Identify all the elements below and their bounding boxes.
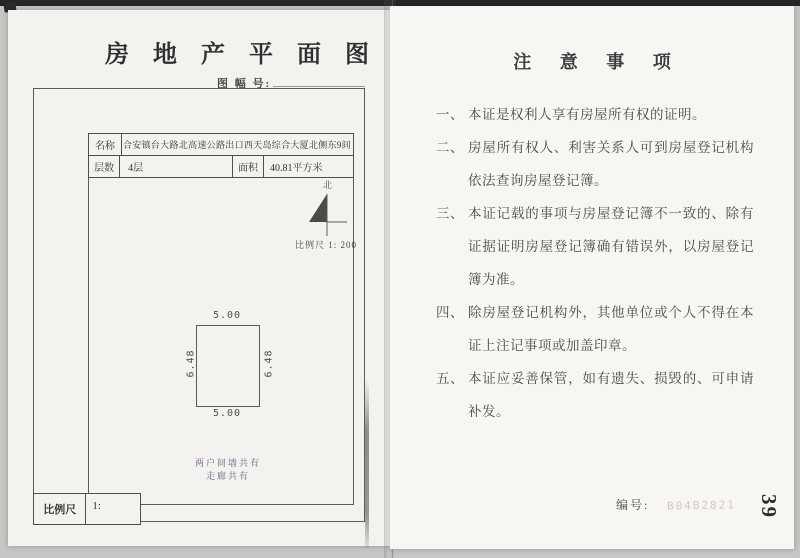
shared-wall-note [158,457,298,483]
list-item [436,296,754,362]
dimension-bottom: 5.00 [212,408,242,419]
scale-row [33,493,141,525]
page-edge-shadow [365,380,369,548]
notes-page [390,6,794,549]
north-arrow-icon [301,188,353,240]
item-text: 本证记载的事项与房屋登记簿不一致的、除有证据证明房屋登记簿确有错误外，以房屋登记簿为准。 [468,206,754,287]
item-number: 三、 [436,206,464,221]
list-item [436,131,754,197]
name-value-cell: 合安镇台大路北高速公路出口西天岛综合大厦北侧东9间 [122,140,351,150]
notes-title: 注 意 事 项 [513,52,683,72]
item-number: 一、 [436,107,464,122]
name-label-cell: 名称 [89,134,122,155]
serial-number-stamp: B04B2821 [667,498,737,513]
scale-label-cell: 比例尺 [34,494,86,524]
dimension-top: 5.00 [212,310,242,321]
compass [295,180,358,250]
serial-number-label: 编号: [616,498,650,512]
item-text: 本证应妥善保管，如有遗失、损毁的、可申请补发。 [468,371,754,419]
area-value-cell: 40.81平方米 [270,163,323,174]
item-number: 四、 [436,305,464,320]
list-item [436,197,754,296]
shared-wall-note-line2: 走廊共有 [205,471,250,481]
sheet-number-blank-line [273,74,365,87]
item-number: 五、 [436,371,464,386]
property-info-table [88,133,354,178]
floors-label-cell: 层数 [89,156,120,177]
scale-value-cell: 1: [92,500,101,512]
compass-scale-text: 比例尺 1: 200 [295,240,358,250]
dimension-right: 6.48 [263,349,275,378]
item-text: 除房屋登记机构外，其他单位或个人不得在本证上注记事项或加盖印章。 [468,305,754,353]
north-label: 北 [323,180,333,190]
item-text: 本证是权利人享有房屋所有权的证明。 [468,107,706,122]
house-outline [196,325,260,407]
floor-plan-title: 房 地 产 平 面 图 [105,42,378,68]
floor-plan-page [8,10,390,546]
area-label-cell: 面积 [233,156,264,177]
item-text: 房屋所有权人、利害关系人可到房屋登记机构依法查询房屋登记簿。 [468,140,754,188]
page-number: 39 [757,494,781,519]
table-row [89,155,353,177]
shared-wall-note-line1: 两户间墙共有 [194,458,261,468]
list-item [436,98,754,131]
sheet-number-label: 图 幅 号: [217,78,272,90]
list-item [436,362,754,428]
dimension-left: 6.48 [185,349,197,378]
table-row [89,134,353,155]
serial-number-row [616,496,736,513]
notes-list [436,98,754,428]
floors-value-cell: 4层 [120,156,233,177]
item-number: 二、 [436,140,464,155]
